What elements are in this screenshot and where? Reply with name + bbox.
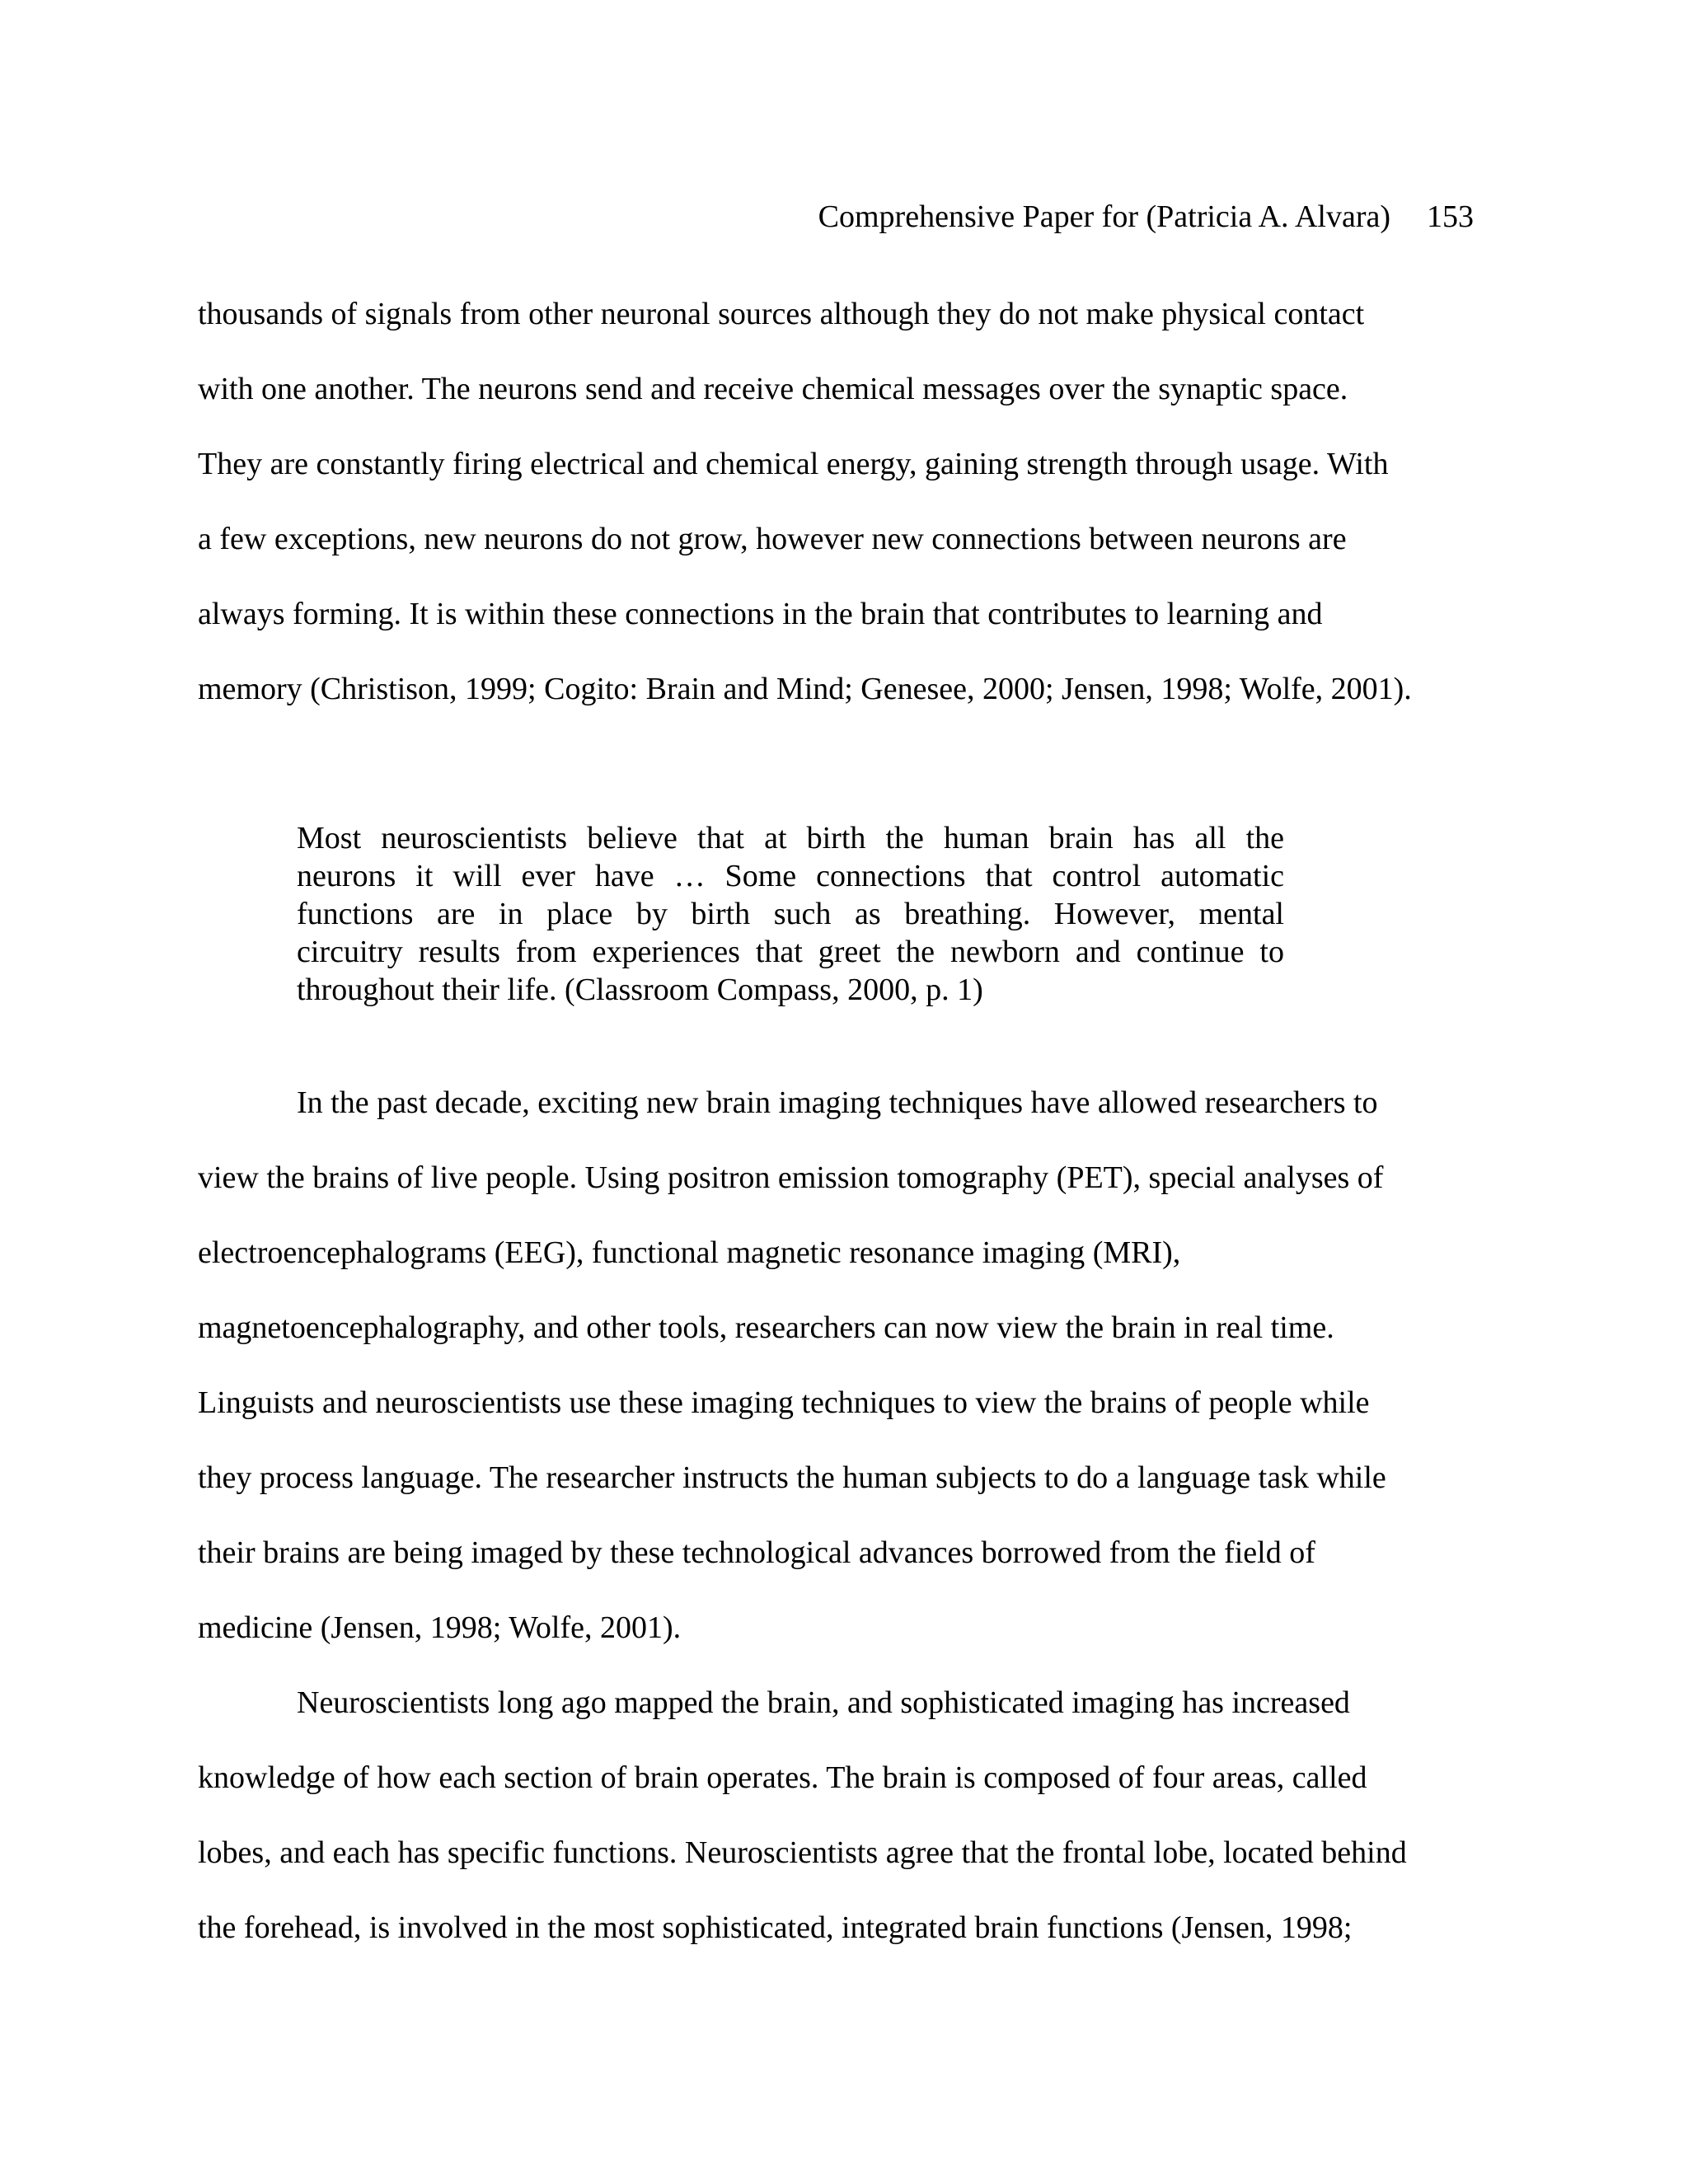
text-line: knowledge of how each section of brain operates. The brain is composed of four areas, called xyxy=(198,1760,1367,1795)
text-line: memory (Christison, 1999; Cogito: Brain and Mind; Genesee, 2000; Jensen, 1998; Wolfe, 2001). xyxy=(198,672,1412,706)
text-line: medicine (Jensen, 1998; Wolfe, 2001). xyxy=(198,1610,682,1645)
quote-line: circuitry results from experiences that greet the newborn and continue to xyxy=(297,935,1284,969)
text-line: thousands of signals from other neuronal sources although they do not make physical contact xyxy=(198,297,1365,331)
block-quote xyxy=(297,819,1284,1009)
text-line: the forehead, is involved in the most sophisticated, integrated brain functions (Jensen, 1998; xyxy=(198,1910,1353,1945)
page-number: 153 xyxy=(1427,199,1474,234)
quote-line: neurons it will ever have … Some connections that control automatic xyxy=(297,859,1284,893)
text-line: electroencephalograms (EEG), functional magnetic resonance imaging (MRI), xyxy=(198,1235,1181,1270)
running-head-title: Comprehensive Paper for (Patricia A. Alvara) xyxy=(818,199,1390,234)
text-line: they process language. The researcher instructs the human subjects to do a language task while xyxy=(198,1460,1386,1495)
text-line: view the brains of live people. Using positron emission tomography (PET), special analyses of xyxy=(198,1160,1384,1195)
text-line: their brains are being imaged by these technological advances borrowed from the field of xyxy=(198,1535,1315,1570)
text-line: a few exceptions, new neurons do not grow, however new connections between neurons are xyxy=(198,522,1347,556)
text-line: lobes, and each has specific functions. Neuroscientists agree that the frontal lobe, located behind xyxy=(198,1835,1407,1870)
quote-line: Most neuroscientists believe that at birth the human brain has all the xyxy=(297,821,1284,855)
quote-line: functions are in place by birth such as breathing. However, mental xyxy=(297,897,1284,931)
quote-line: throughout their life. (Classroom Compass, 2000, p. 1) xyxy=(297,972,983,1007)
text-line: In the past decade, exciting new brain imaging techniques have allowed researchers to xyxy=(297,1085,1378,1120)
text-line: They are constantly firing electrical and chemical energy, gaining strength through usage. With xyxy=(198,447,1389,481)
text-line: always forming. It is within these connections in the brain that contributes to learning and xyxy=(198,597,1323,631)
text-line: Linguists and neuroscientists use these imaging techniques to view the brains of people while xyxy=(198,1385,1370,1420)
text-line: magnetoencephalography, and other tools, researchers can now view the brain in real time. xyxy=(198,1310,1334,1345)
text-line: Neuroscientists long ago mapped the brain, and sophisticated imaging has increased xyxy=(297,1685,1350,1720)
text-line: with one another. The neurons send and receive chemical messages over the synaptic space. xyxy=(198,372,1348,406)
running-head xyxy=(818,196,1474,237)
